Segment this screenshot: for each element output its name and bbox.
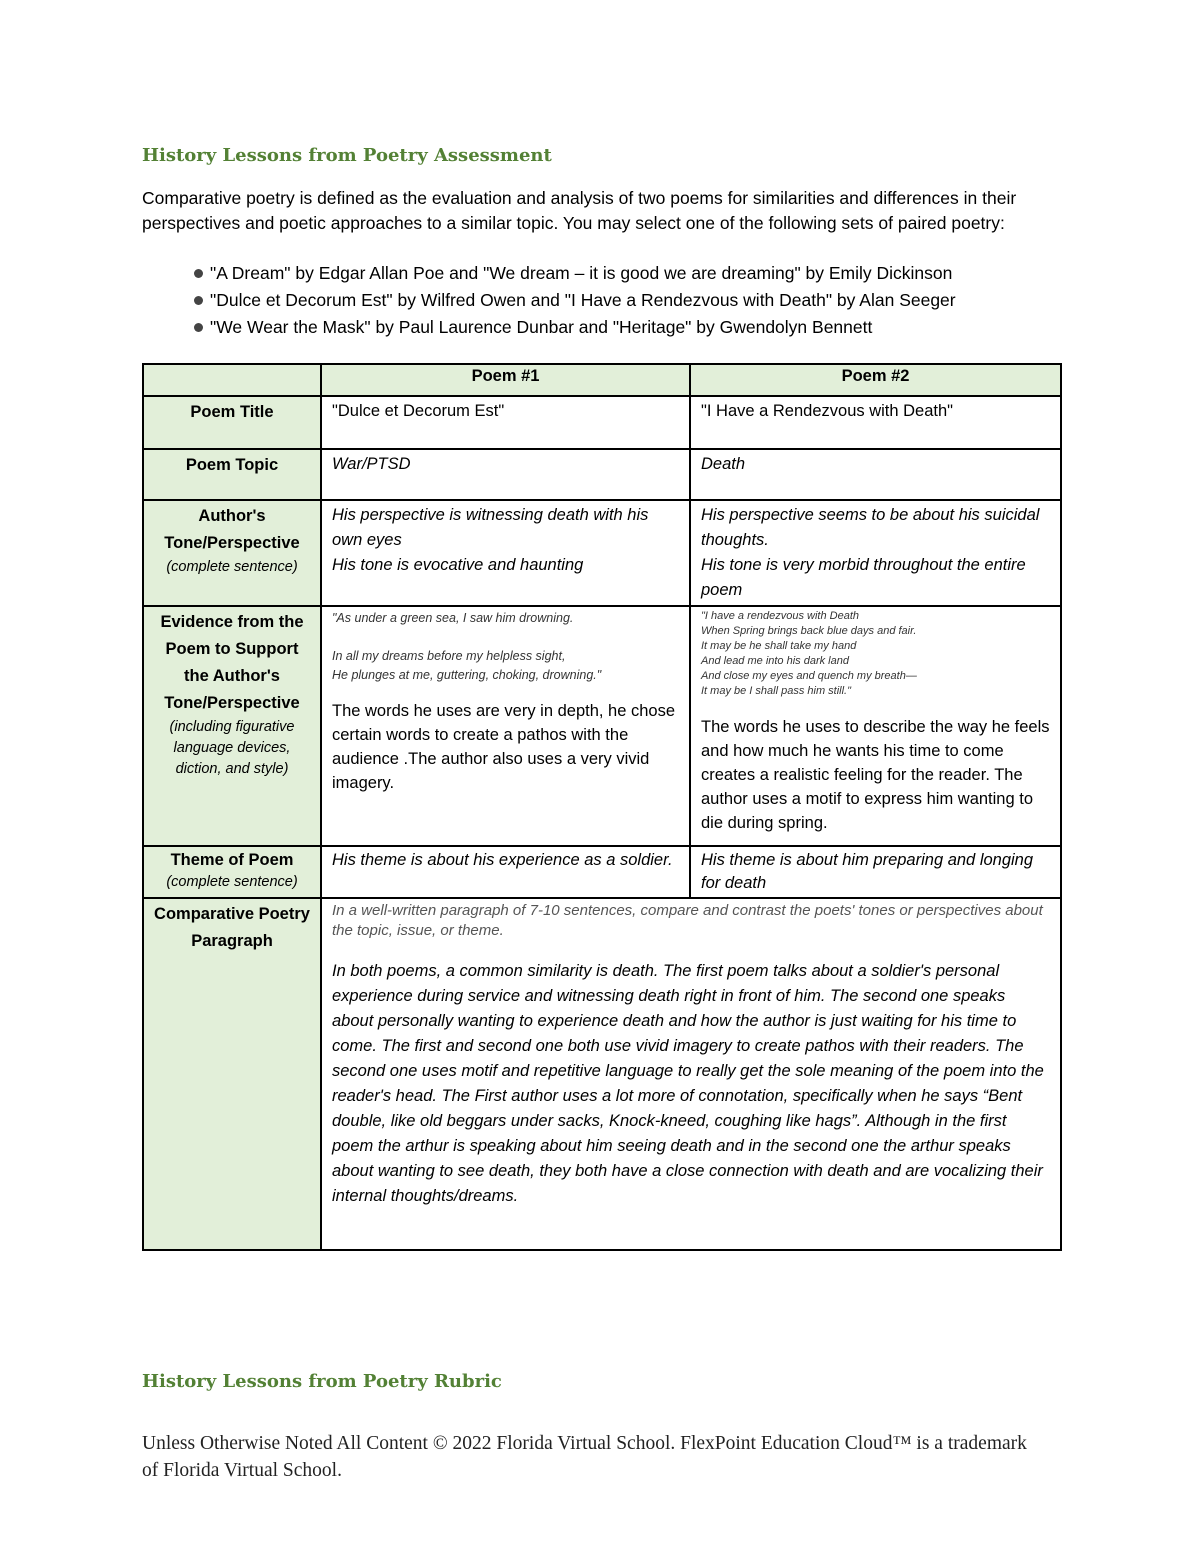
paragraph-prompt: In a well-written paragraph of 7-10 sentences, compare and contrast the poets' tones or perspectives about the topic, issue, or theme. xyxy=(332,902,1043,939)
poem1-theme-cell: His theme is about his experience as a soldier. xyxy=(321,846,690,898)
row-label-note: (complete sentence) xyxy=(166,874,298,890)
paragraph-answer: In both poems, a common similarity is death. The first poem talks about a soldier's personal experience during service and witnessing death right in front of him. The second one speaks about personally wanting to experience death and how the author is just waiting for his time to come. The first and second one both use vivid imagery to create pathos with their readers. The second one uses motif and repetitive language to really get the sole meaning of the poem into the reader's head. The First author uses a lot more of connotation, specifically when he says “Bent double, like old beggars under sacks, Knock-kneed, coughing like hags”. Although in the first poem the arthur is speaking about him seeing death and in the second one the arthur speaks about wanting to see death, they both have a close connection with death and are vocalizing their internal thoughts/dreams. xyxy=(332,962,1044,1205)
row-label-text: Author's Tone/Perspective xyxy=(164,507,300,552)
poem1-title-cell: "Dulce et Decorum Est" xyxy=(321,396,690,449)
comparative-paragraph-cell xyxy=(321,898,1061,1250)
list-item-text: "A Dream" by Edgar Allan Poe and "We dream – it is good we are dreaming" by Emily Dickinson xyxy=(210,263,953,283)
quote-line: He plunges at me, guttering, choking, drowning." xyxy=(332,668,602,682)
row-label-poem-topic: Poem Topic xyxy=(143,449,321,500)
poem2-title-cell: "I Have a Rendezvous with Death" xyxy=(690,396,1061,449)
table-row-theme xyxy=(143,846,1061,898)
poem2-topic-cell: Death xyxy=(690,449,1061,500)
poem2-tone-cell xyxy=(690,500,1061,606)
row-label-note: (including figurative language devices, diction, and style) xyxy=(169,719,295,777)
row-label-text: Evidence from the Poem to Support the Author's Tone/Perspective xyxy=(160,613,304,712)
row-label-theme xyxy=(143,846,321,898)
quote-line: It may be he shall take my hand xyxy=(701,640,857,652)
row-label-evidence xyxy=(143,606,321,846)
list-item-text: "We Wear the Mask" by Paul Laurence Dunbar and "Heritage" by Gwendolyn Bennett xyxy=(210,317,873,337)
list-item xyxy=(194,314,956,341)
evidence-analysis: The words he uses to describe the way he feels and how much he wants his time to come creates a realistic feeling for the reader. The author uses a motif to express him wanting to die during spring. xyxy=(701,718,1050,832)
empty-header-cell xyxy=(143,364,321,396)
row-label-text: Theme of Poem xyxy=(170,851,294,869)
quote-line: And close my eyes and quench my breath— xyxy=(701,670,917,682)
column-header-poem1: Poem #1 xyxy=(321,364,690,396)
rubric-heading: History Lessons from Poetry Rubric xyxy=(142,1371,502,1392)
poem1-evidence-cell xyxy=(321,606,690,846)
copyright-footer: Unless Otherwise Noted All Content © 2022 Florida Virtual School. FlexPoint Education Cloud™ is a trademark of Florida Virtual School. xyxy=(142,1433,1027,1481)
list-item-text: "Dulce et Decorum Est" by Wilfred Owen and "I Have a Rendezvous with Death" by Alan Seeger xyxy=(210,290,956,310)
quote-line: And lead me into his dark land xyxy=(701,655,849,667)
row-label-note: (complete sentence) xyxy=(166,559,298,575)
row-label-poem-title: Poem Title xyxy=(143,396,321,449)
tone-line: His tone is evocative and haunting xyxy=(332,556,584,574)
table-row-title xyxy=(143,396,1061,449)
comparison-table xyxy=(142,363,1062,1251)
poem-quote xyxy=(332,609,679,685)
quote-line: When Spring brings back blue days and fair. xyxy=(701,625,917,637)
quote-line: It may be I shall pass him still." xyxy=(701,685,852,697)
column-header-poem2: Poem #2 xyxy=(690,364,1061,396)
poem-pairs-list xyxy=(194,260,956,341)
poem1-tone-cell xyxy=(321,500,690,606)
row-label-tone xyxy=(143,500,321,606)
tone-line: His tone is very morbid throughout the entire poem xyxy=(701,556,1026,599)
tone-line: His perspective seems to be about his suicidal thoughts. xyxy=(701,506,1040,549)
table-row-paragraph xyxy=(143,898,1061,1250)
quote-line xyxy=(332,628,679,647)
tone-line: His perspective is witnessing death with his own eyes xyxy=(332,506,649,549)
table-header-row xyxy=(143,364,1061,396)
quote-line: "As under a green sea, I saw him drowning. xyxy=(332,611,574,625)
poem2-evidence-cell xyxy=(690,606,1061,846)
table-row-tone xyxy=(143,500,1061,606)
poem1-topic-cell: War/PTSD xyxy=(321,449,690,500)
quote-line: In all my dreams before my helpless sight, xyxy=(332,649,566,663)
table-row-evidence xyxy=(143,606,1061,846)
quote-line: "I have a rendezvous with Death xyxy=(701,610,859,622)
intro-paragraph: Comparative poetry is defined as the evaluation and analysis of two poems for similarities and differences in their perspectives and poetic approaches to a similar topic. You may select one of the following sets of paired poetry: xyxy=(142,188,1017,233)
bullet-icon xyxy=(194,323,203,332)
table-row-topic xyxy=(143,449,1061,500)
bullet-icon xyxy=(194,269,203,278)
bullet-icon xyxy=(194,296,203,305)
poem-quote xyxy=(701,609,1050,699)
poem2-theme-cell: His theme is about him preparing and longing for death xyxy=(690,846,1061,898)
list-item xyxy=(194,260,956,287)
page-title: History Lessons from Poetry Assessment xyxy=(142,145,552,166)
evidence-analysis: The words he uses are very in depth, he chose certain words to create a pathos with the audience .The author also uses a very vivid imagery. xyxy=(332,702,676,792)
list-item xyxy=(194,287,956,314)
row-label-paragraph: Comparative Poetry Paragraph xyxy=(143,898,321,1250)
